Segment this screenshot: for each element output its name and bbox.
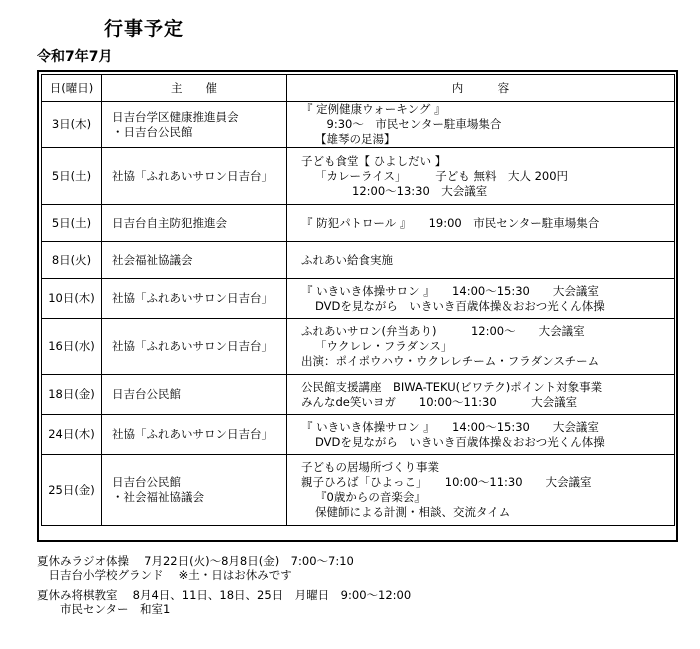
event-date: 24日(木) bbox=[42, 415, 102, 455]
event-organizer: 社協「ふれあいサロン日吉台」 bbox=[102, 415, 287, 455]
event-organizer: 社協「ふれあいサロン日吉台」 bbox=[102, 148, 287, 205]
event-organizer: 社協「ふれあいサロン日吉台」 bbox=[102, 319, 287, 375]
table-row bbox=[42, 455, 675, 526]
month-heading: 令和7年7月 bbox=[37, 49, 113, 65]
note-line: 夏休み将棋教室 8月4日、11日、18日、25日 月曜日 9:00～12:00 bbox=[37, 588, 412, 602]
header-date: 日(曜日) bbox=[42, 75, 102, 102]
event-content: ふれあい給食実施 bbox=[287, 242, 675, 279]
table-row bbox=[42, 279, 675, 319]
event-date: 3日(木) bbox=[42, 102, 102, 148]
notes-section bbox=[37, 554, 411, 616]
event-organizer: 日吉台公民館 bbox=[102, 375, 287, 415]
table-row bbox=[42, 242, 675, 279]
event-schedule-table bbox=[41, 74, 675, 526]
event-content: 『 いきいき体操サロン 』 14:00～15:30 大会議室 DVDを見ながら いきいき百歳体操＆おおつ光くん体操 bbox=[287, 279, 675, 319]
table-row bbox=[42, 375, 675, 415]
event-organizer: 社協「ふれあいサロン日吉台」 bbox=[102, 279, 287, 319]
header-organizer: 主 催 bbox=[102, 75, 287, 102]
event-date: 5日(土) bbox=[42, 205, 102, 242]
event-content: ふれあいサロン(弁当あり) 12:00～ 大会議室 「ウクレレ・フラダンス」 出演：ポイポウハウ・ウクレレチーム・フラダンスチーム bbox=[287, 319, 675, 375]
event-organizer: 日吉台学区健康推進員会 ・日吉台公民館 bbox=[102, 102, 287, 148]
event-content: 『 防犯パトロール 』 19:00 市民センター駐車場集合 bbox=[287, 205, 675, 242]
event-date: 5日(土) bbox=[42, 148, 102, 205]
table-row bbox=[42, 102, 675, 148]
event-organizer: 社会福祉協議会 bbox=[102, 242, 287, 279]
event-content: 公民館支援講座 BIWA-TEKU(ビワテク)ポイント対象事業 みんなde笑いヨガ 10:00～11:30 大会議室 bbox=[287, 375, 675, 415]
table-row bbox=[42, 415, 675, 455]
note-line: 日吉台小学校グランド ※土・日はお休みです bbox=[37, 568, 292, 582]
note-line: 市民センター 和室1 bbox=[37, 602, 171, 616]
table-row bbox=[42, 148, 675, 205]
event-content: 子どもの居場所づくり事業 親子ひろば「ひよっこ」 10:00～11:30 大会議室 『0歳からの音楽会』 保健師による計測・相談、交流タイム bbox=[287, 455, 675, 526]
event-organizer: 日吉台自主防犯推進会 bbox=[102, 205, 287, 242]
event-date: 10日(木) bbox=[42, 279, 102, 319]
header-content: 内 容 bbox=[287, 75, 675, 102]
event-content: 『 定例健康ウォーキング 』 9:30～ 市民センター駐車場集合 【雄琴の足湯】 bbox=[287, 102, 675, 148]
table-header-row bbox=[42, 75, 675, 102]
table-row bbox=[42, 205, 675, 242]
event-date: 18日(金) bbox=[42, 375, 102, 415]
event-content: 子ども食堂【 ひよしだい 】 「カレーライス」 子ども 無料 大人 200円 12:00～13:30 大会議室 bbox=[287, 148, 675, 205]
event-date: 8日(火) bbox=[42, 242, 102, 279]
event-organizer: 日吉台公民館 ・社会福祉協議会 bbox=[102, 455, 287, 526]
event-date: 16日(水) bbox=[42, 319, 102, 375]
event-content: 『 いきいき体操サロン 』 14:00～15:30 大会議室 DVDを見ながら いきいき百歳体操＆おおつ光くん体操 bbox=[287, 415, 675, 455]
event-date: 25日(金) bbox=[42, 455, 102, 526]
note-line: 夏休みラジオ体操 7月22日(火)～8月8日(金) 7:00～7:10 bbox=[37, 554, 354, 568]
table-row bbox=[42, 319, 675, 375]
page-title: 行事予定 bbox=[104, 18, 185, 40]
